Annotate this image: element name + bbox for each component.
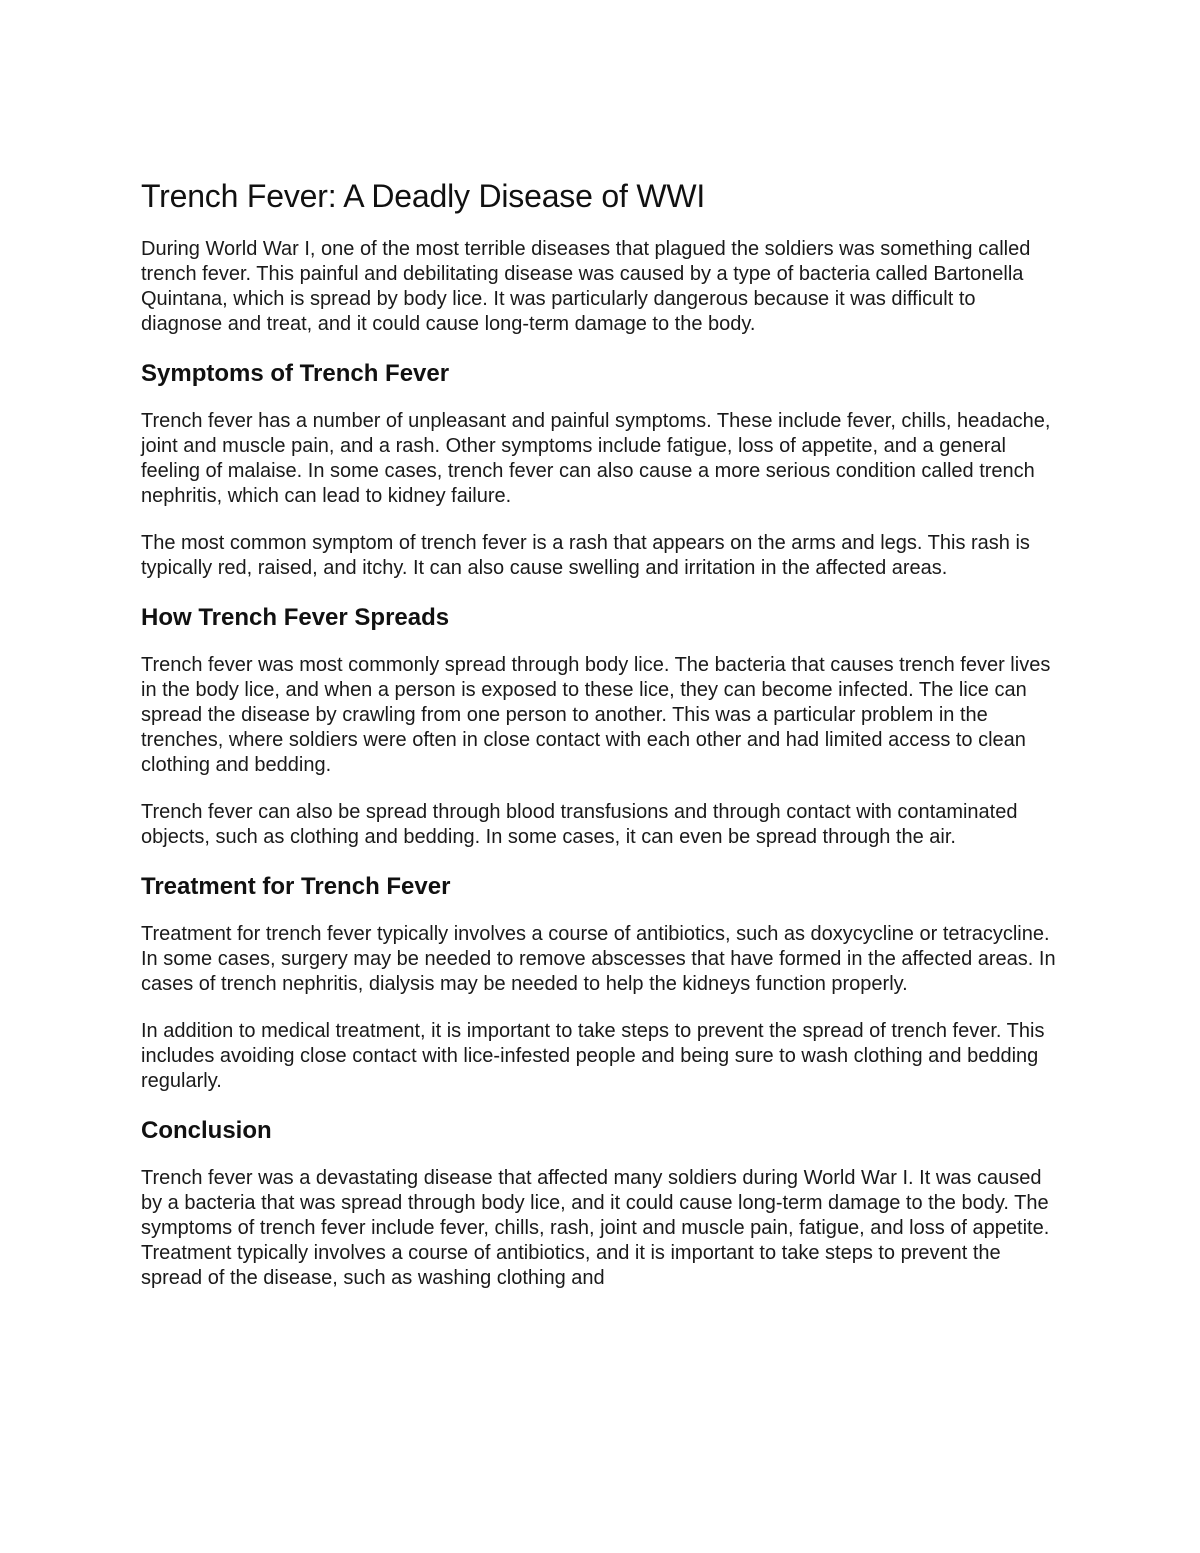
document-title: Trench Fever: A Deadly Disease of WWI (141, 178, 706, 214)
section-heading-symptoms: Symptoms of Trench Fever (141, 360, 450, 387)
section-heading-spread: How Trench Fever Spreads (141, 604, 450, 631)
symptoms-paragraph-1: Trench fever has a number of unpleasant and painful symptoms. These include fever, chills, headache, joint and muscle pain, and a rash. Other symptoms include fatigue, loss of appetite, and a general feeling of malaise. In some cases, trench fever can also cause a more serious condition called trench nephritis, which can lead to kidney failure. (141, 410, 1051, 507)
section-heading-treatment: Treatment for Trench Fever (141, 873, 451, 900)
treatment-paragraph-2: In addition to medical treatment, it is important to take steps to prevent the spread of trench fever. This includes avoiding close contact with lice-infested people and being sure to wash clothing and bedding regularly. (141, 1020, 1045, 1092)
conclusion-paragraph: Trench fever was a devastating disease that affected many soldiers during World War I. It was caused by a bacteria that was spread through body lice, and it could cause long-term damage to the body. The symptoms of trench fever include fever, chills, rash, joint and muscle pain, fatigue, and loss of appetite. Treatment typically involves a course of antibiotics, and it is important to take steps to prevent the spread of the disease, such as washing clothing and (141, 1167, 1050, 1289)
spread-paragraph-1: Trench fever was most commonly spread through body lice. The bacteria that causes trench fever lives in the body lice, and when a person is exposed to these lice, they can become infected. The lice can spread the disease by crawling from one person to another. This was a particular problem in the trenches, where soldiers were often in close contact with each other and had limited access to clean clothing and bedding. (141, 654, 1051, 776)
spread-paragraph-2: Trench fever can also be spread through blood transfusions and through contact with contaminated objects, such as clothing and bedding. In some cases, it can even be spread through the air. (141, 801, 1018, 848)
section-heading-conclusion: Conclusion (141, 1117, 272, 1144)
document-body (141, 176, 1061, 1313)
intro-paragraph: During World War I, one of the most terrible diseases that plagued the soldiers was something called trench fever. This painful and debilitating disease was caused by a type of bacteria called Bartonella Quintana, which is spread by body lice. It was particularly dangerous because it was difficult to diagnose and treat, and it could cause long-term damage to the body. (141, 238, 1031, 335)
symptoms-paragraph-2: The most common symptom of trench fever is a rash that appears on the arms and legs. This rash is typically red, raised, and itchy. It can also cause swelling and irritation in the affected areas. (141, 532, 1030, 579)
treatment-paragraph-1: Treatment for trench fever typically involves a course of antibiotics, such as doxycycline or tetracycline. In some cases, surgery may be needed to remove abscesses that have formed in the affected areas. In cases of trench nephritis, dialysis may be needed to help the kidneys function properly. (141, 923, 1056, 995)
